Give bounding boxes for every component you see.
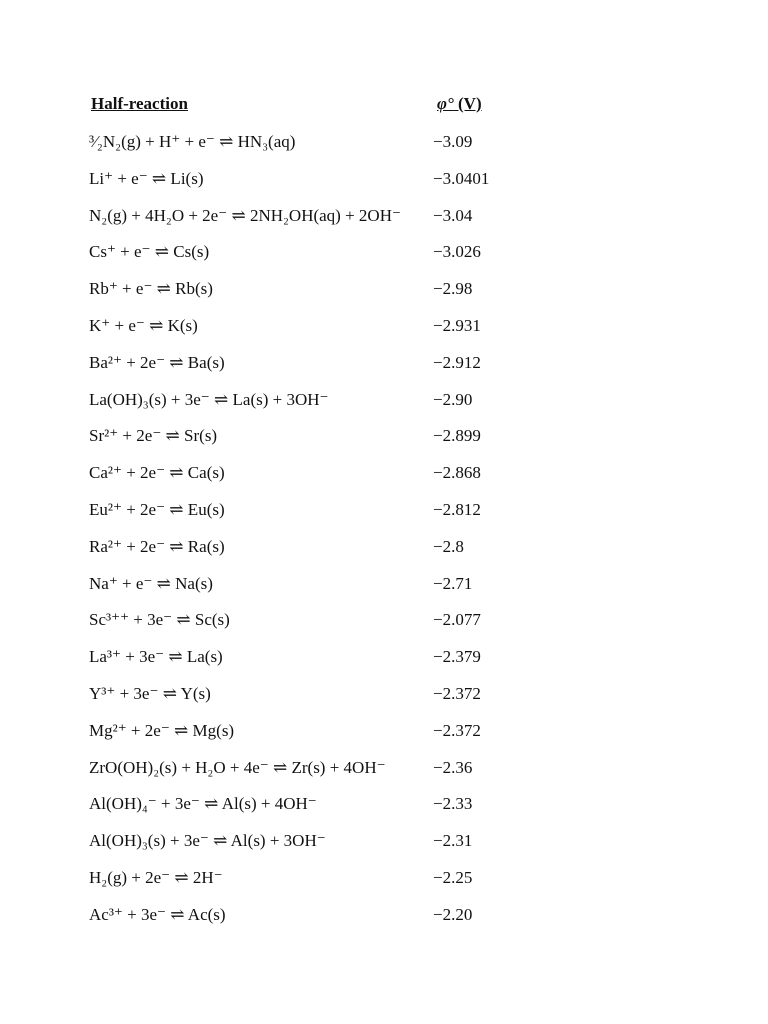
table-row bbox=[0, 645, 768, 682]
standard-potential: −2.812 bbox=[433, 499, 481, 519]
standard-potential: −2.36 bbox=[433, 757, 473, 777]
table-row bbox=[0, 719, 768, 756]
half-reaction: N₂(g) + 4H₂O + 2e⁻ ⇌ 2NH₂OH(aq) + 2OH⁻ bbox=[89, 205, 401, 225]
half-reaction: ³⁄₂N₂(g) + H⁺ + e⁻ ⇌ HN₃(aq) bbox=[89, 132, 296, 151]
standard-potential: −2.31 bbox=[433, 831, 473, 851]
standard-potential: −2.33 bbox=[433, 794, 473, 814]
standard-potential: −3.04 bbox=[433, 205, 473, 225]
half-reaction: Al(OH)₄⁻ + 3e⁻ ⇌ Al(s) + 4OH⁻ bbox=[89, 794, 317, 814]
table-row bbox=[0, 572, 768, 609]
standard-potential: −2.8 bbox=[433, 536, 464, 556]
standard-potential: −2.372 bbox=[433, 683, 481, 703]
half-reaction: K⁺ + e⁻ ⇌ K(s) bbox=[89, 315, 198, 335]
table-row bbox=[0, 682, 768, 719]
table-row bbox=[0, 903, 768, 940]
half-reaction: Rb⁺ + e⁻ ⇌ Rb(s) bbox=[89, 279, 213, 299]
table-row bbox=[0, 240, 768, 277]
standard-potential: −3.0401 bbox=[433, 168, 490, 188]
half-reaction: Li⁺ + e⁻ ⇌ Li(s) bbox=[89, 168, 204, 188]
reaction-table bbox=[0, 130, 768, 940]
half-reaction: Al(OH)₃(s) + 3e⁻ ⇌ Al(s) + 3OH⁻ bbox=[89, 831, 326, 851]
standard-potential: −2.379 bbox=[433, 647, 481, 667]
standard-potential: −2.868 bbox=[433, 463, 481, 483]
standard-potential: −3.09 bbox=[433, 132, 473, 151]
table-row bbox=[0, 829, 768, 866]
standard-potential: −2.931 bbox=[433, 315, 481, 335]
half-reaction: Ra²⁺ + 2e⁻ ⇌ Ra(s) bbox=[89, 536, 225, 556]
half-reaction: La³⁺ + 3e⁻ ⇌ La(s) bbox=[89, 647, 223, 667]
standard-potential: −2.71 bbox=[433, 573, 473, 593]
table-row bbox=[0, 608, 768, 645]
potential-header bbox=[437, 94, 482, 114]
table-row bbox=[0, 756, 768, 793]
table-row bbox=[0, 866, 768, 903]
table-row bbox=[0, 351, 768, 388]
half-reaction: La(OH)₃(s) + 3e⁻ ⇌ La(s) + 3OH⁻ bbox=[89, 389, 329, 409]
half-reaction: Ba²⁺ + 2e⁻ ⇌ Ba(s) bbox=[89, 352, 225, 372]
table-row bbox=[0, 130, 768, 167]
standard-potential: −2.899 bbox=[433, 426, 481, 446]
standard-potential: −2.90 bbox=[433, 389, 473, 409]
potential-unit: (V) bbox=[458, 94, 482, 113]
half-reaction: Eu²⁺ + 2e⁻ ⇌ Eu(s) bbox=[89, 499, 225, 519]
table-row bbox=[0, 461, 768, 498]
half-reaction: Ac³⁺ + 3e⁻ ⇌ Ac(s) bbox=[89, 904, 226, 924]
table-row bbox=[0, 277, 768, 314]
half-reaction: H₂(g) + 2e⁻ ⇌ 2H⁻ bbox=[89, 867, 223, 887]
table-row bbox=[0, 424, 768, 461]
table-row bbox=[0, 498, 768, 535]
table-row bbox=[0, 167, 768, 204]
table-row bbox=[0, 314, 768, 351]
half-reaction: Ca²⁺ + 2e⁻ ⇌ Ca(s) bbox=[89, 463, 225, 483]
standard-potential: −2.25 bbox=[433, 867, 473, 887]
standard-potential: −2.077 bbox=[433, 610, 481, 630]
half-reaction: Na⁺ + e⁻ ⇌ Na(s) bbox=[89, 573, 213, 593]
table-row bbox=[0, 388, 768, 425]
standard-potential: −2.912 bbox=[433, 352, 481, 372]
standard-potential: −2.372 bbox=[433, 720, 481, 740]
potential-symbol: φ° bbox=[437, 94, 454, 113]
table-row bbox=[0, 792, 768, 829]
table-row bbox=[0, 535, 768, 572]
half-reaction: Mg²⁺ + 2e⁻ ⇌ Mg(s) bbox=[89, 720, 235, 740]
standard-potential: −2.98 bbox=[433, 279, 473, 299]
half-reaction: Sr²⁺ + 2e⁻ ⇌ Sr(s) bbox=[89, 426, 218, 446]
table-row bbox=[0, 204, 768, 241]
half-reaction: Y³⁺ + 3e⁻ ⇌ Y(s) bbox=[89, 683, 211, 703]
half-reaction: Cs⁺ + e⁻ ⇌ Cs(s) bbox=[89, 242, 210, 262]
standard-potential: −3.026 bbox=[433, 242, 481, 262]
half-reaction-header: Half-reaction bbox=[91, 94, 188, 113]
standard-potential: −2.20 bbox=[433, 904, 473, 924]
half-reaction: Sc³⁺⁺ + 3e⁻ ⇌ Sc(s) bbox=[89, 610, 230, 630]
half-reaction: ZrO(OH)₂(s) + H₂O + 4e⁻ ⇌ Zr(s) + 4OH⁻ bbox=[89, 757, 386, 777]
